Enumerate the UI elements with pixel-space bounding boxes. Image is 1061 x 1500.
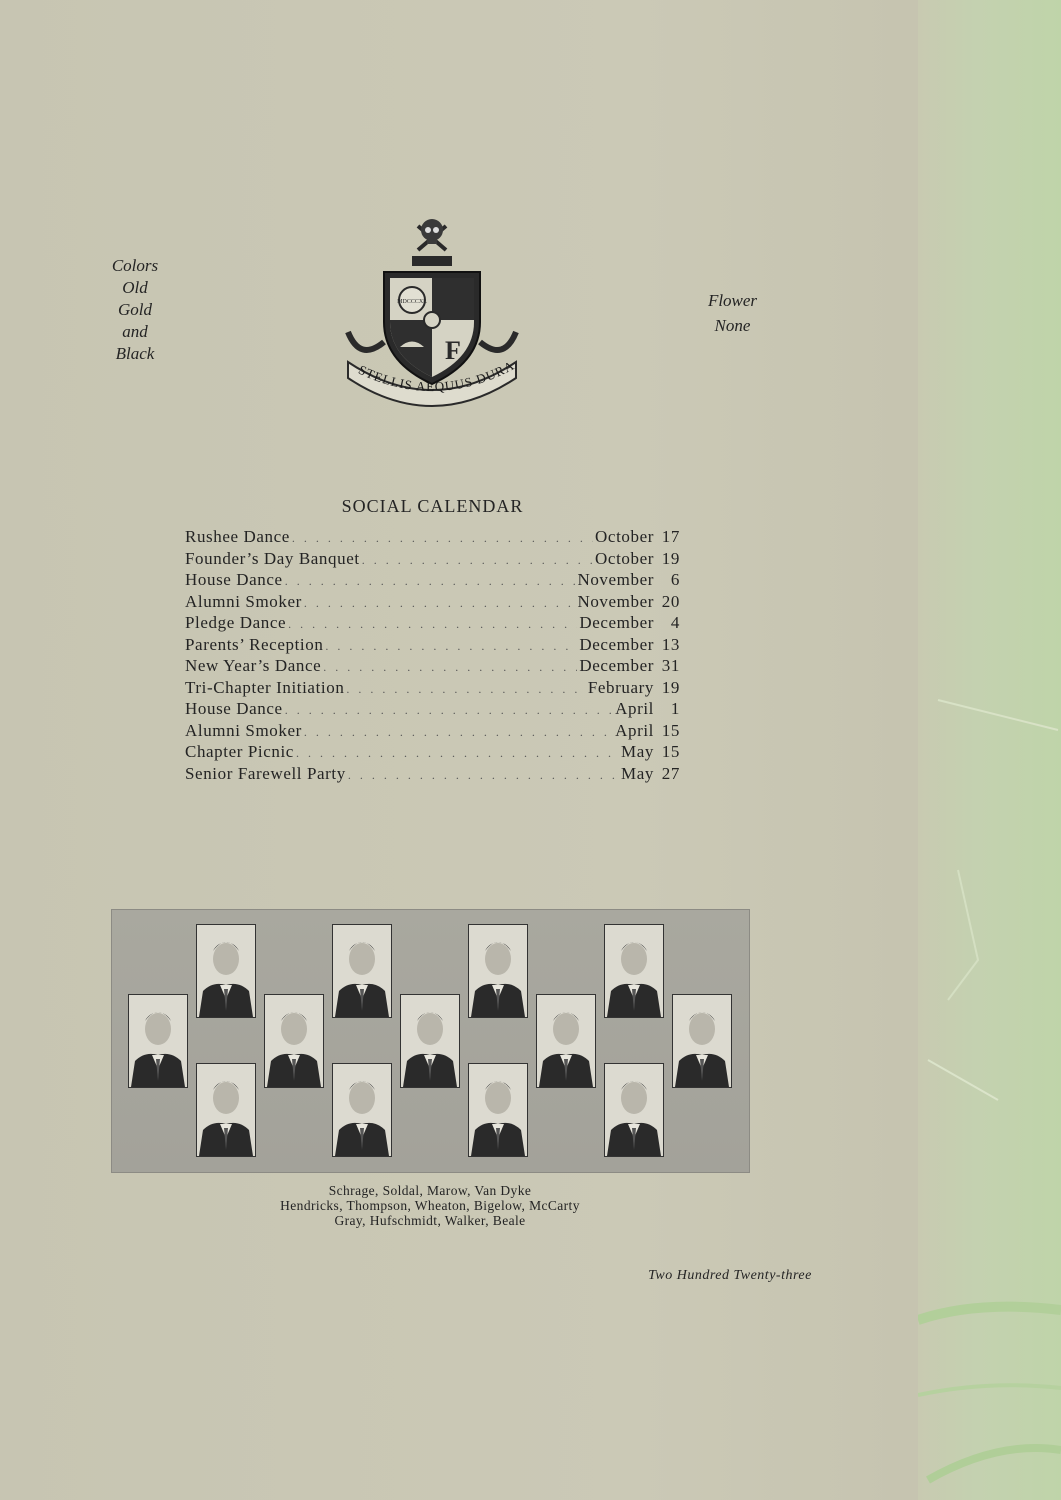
member-portrait (672, 994, 732, 1088)
calendar-row (185, 764, 680, 786)
calendar-day: 27 (661, 763, 680, 783)
member-portraits-panel (111, 909, 750, 1173)
member-portrait (332, 924, 392, 1018)
calendar-month: December (579, 656, 654, 675)
calendar-event: Chapter Picnic (185, 742, 294, 761)
member-portrait (128, 994, 188, 1088)
calendar-event: Alumni Smoker (185, 591, 302, 611)
leader-dots (296, 746, 619, 761)
flower-value: None (714, 316, 751, 335)
svg-text:F: F (445, 336, 461, 365)
leader-dots (285, 703, 613, 718)
leader-dots (288, 617, 577, 632)
leader-dots (346, 682, 585, 697)
calendar-event: Parents’ Reception (185, 634, 324, 654)
leader-dots (348, 768, 619, 783)
member-portrait (400, 994, 460, 1088)
leader-dots (292, 531, 593, 546)
calendar-day: 15 (661, 742, 680, 761)
calendar-month: October (595, 548, 654, 568)
caption-line: Hendricks, Thompson, Wheaton, Bigelow, McCarty (280, 1198, 580, 1213)
calendar-event: House Dance (185, 699, 283, 718)
colors-line: Gold (118, 300, 152, 319)
leader-dots (362, 553, 593, 568)
calendar-row (185, 549, 680, 571)
calendar-day: 4 (670, 613, 680, 632)
calendar-row (185, 742, 680, 764)
calendar-month: December (579, 634, 654, 654)
colors-line: and (122, 322, 148, 341)
calendar-month: May (621, 742, 654, 761)
member-portrait (332, 1063, 392, 1157)
caption-line: Schrage, Soldal, Marow, Van Dyke (328, 1183, 532, 1198)
calendar-month: February (587, 677, 654, 697)
calendar-row (185, 570, 680, 592)
calendar-month: October (595, 527, 654, 546)
leader-dots (304, 596, 576, 611)
calendar-month: November (577, 591, 654, 611)
calendar-event: Pledge Dance (185, 613, 287, 632)
calendar-day: 15 (661, 720, 680, 740)
calendar-day: 19 (661, 548, 680, 568)
page-edge-strip (918, 0, 1061, 1500)
member-portrait (196, 924, 256, 1018)
calendar-event: Alumni Smoker (185, 720, 302, 740)
calendar-day: 19 (661, 677, 680, 697)
calendar-event: Rushee Dance (185, 527, 290, 546)
leader-dots (285, 574, 576, 589)
crest-motto: STELLIS AEQUUS DURA (356, 357, 517, 395)
fraternity-flower (695, 288, 770, 338)
member-portrait (604, 1063, 664, 1157)
calendar-day: 20 (661, 591, 680, 611)
calendar-month: December (579, 613, 654, 632)
calendar-day: 1 (670, 699, 680, 718)
calendar-row (185, 678, 680, 700)
portrait-caption (230, 1183, 630, 1228)
calendar-day: 31 (661, 656, 680, 675)
calendar-row (185, 699, 680, 721)
colors-heading: Colors (111, 256, 159, 275)
calendar-row (185, 656, 680, 678)
calendar-day: 13 (661, 634, 680, 654)
member-portrait (264, 994, 324, 1088)
calendar-row (185, 721, 680, 743)
colors-line: Old (122, 278, 148, 297)
calendar-row (185, 613, 680, 635)
calendar-day: 6 (670, 570, 680, 589)
page-number: Two Hundred Twenty-three (648, 1268, 812, 1283)
crest-banner-text: MDCCCXL (397, 299, 427, 305)
social-calendar-title: SOCIAL CALENDAR (341, 496, 524, 516)
leader-dots (304, 725, 613, 740)
skull-icon (418, 219, 446, 250)
calendar-row (185, 635, 680, 657)
member-portrait (196, 1063, 256, 1157)
calendar-month: April (615, 720, 654, 740)
social-calendar-list (185, 527, 680, 785)
member-portrait (604, 924, 664, 1018)
calendar-month: November (577, 570, 654, 589)
calendar-event: Tri-Chapter Initiation (185, 677, 345, 697)
fraternity-crest (340, 212, 520, 412)
calendar-event: New Year’s Dance (185, 656, 322, 675)
fraternity-colors (100, 255, 170, 365)
calendar-month: April (615, 699, 654, 718)
calendar-row (185, 527, 680, 549)
member-portrait (468, 924, 528, 1018)
calendar-row (185, 592, 680, 614)
leader-dots (323, 660, 577, 675)
flower-heading: Flower (707, 291, 758, 310)
calendar-event: Founder’s Day Banquet (185, 548, 360, 568)
member-portrait (468, 1063, 528, 1157)
calendar-day: 17 (661, 527, 680, 546)
colors-line: Black (115, 344, 155, 363)
calendar-event: House Dance (185, 570, 283, 589)
member-portrait (536, 994, 596, 1088)
caption-line: Gray, Hufschmidt, Walker, Beale (334, 1213, 526, 1228)
calendar-event: Senior Farewell Party (185, 763, 346, 783)
calendar-month: May (621, 763, 654, 783)
leader-dots (325, 639, 577, 654)
